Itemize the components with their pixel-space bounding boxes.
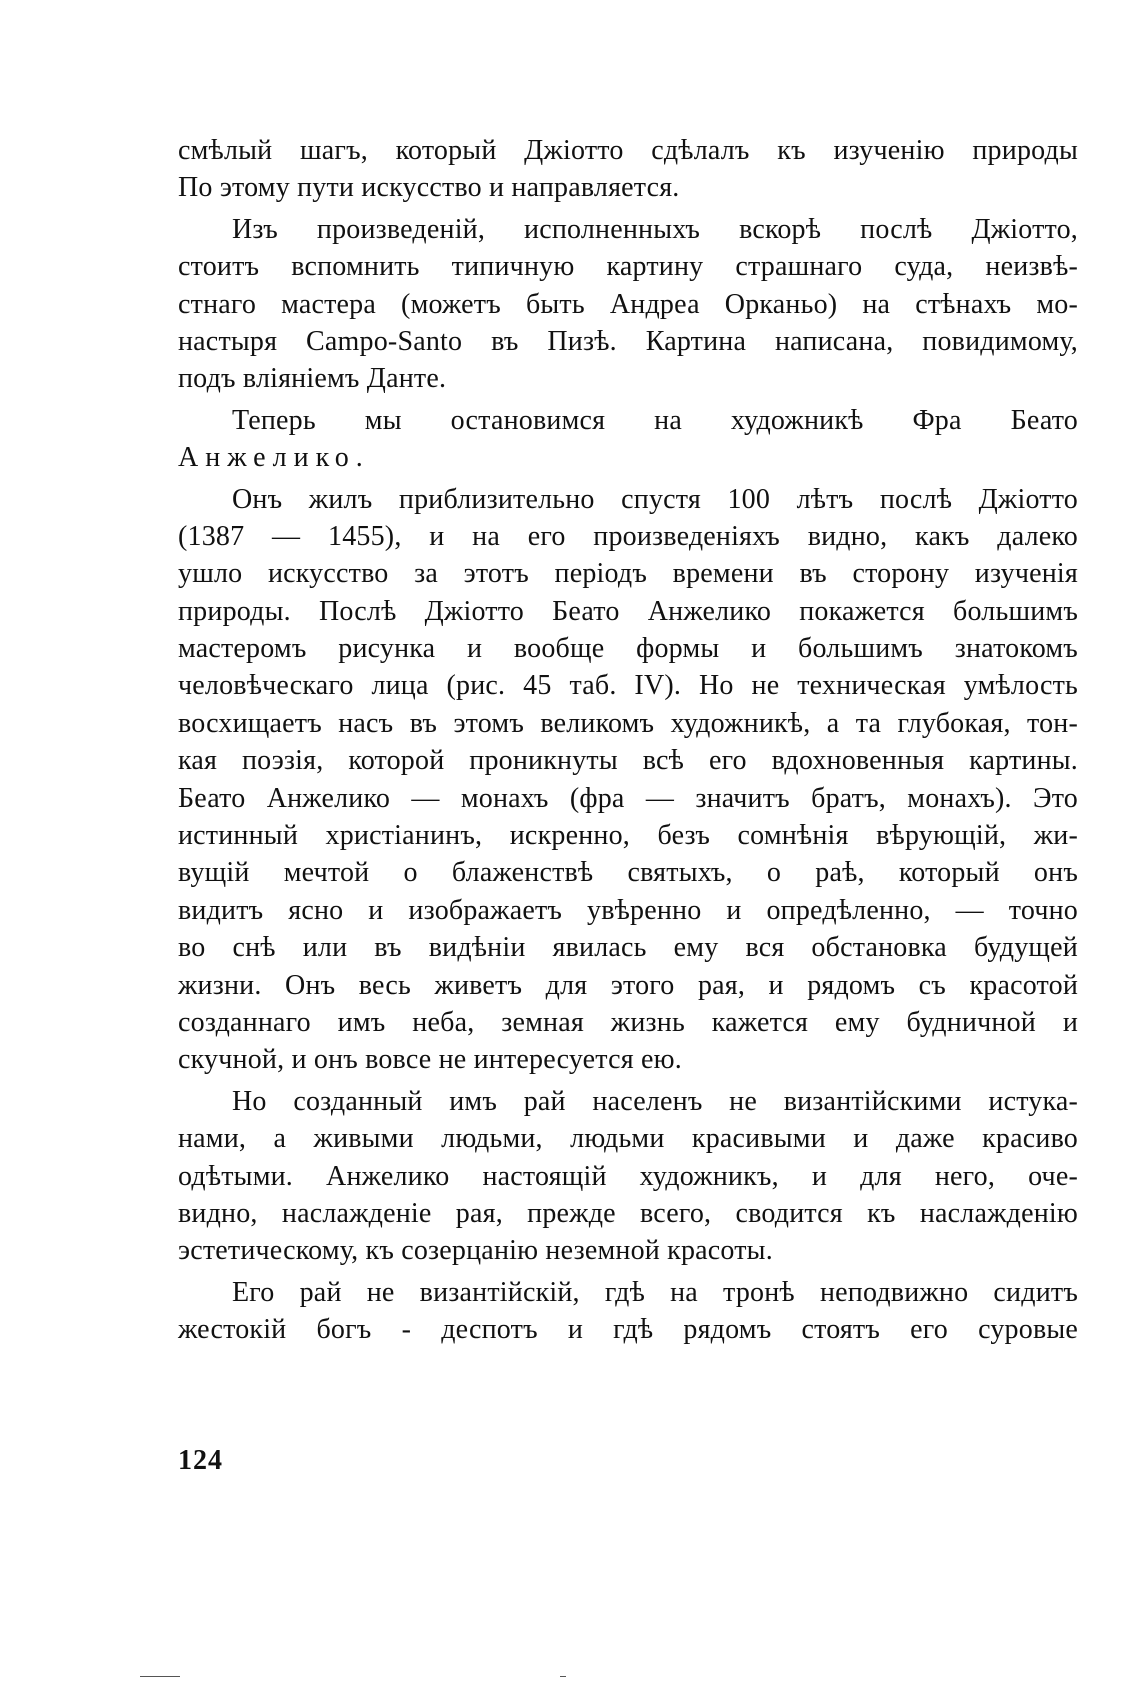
text-line: природы. Послѣ Джіотто Беато Анжелико покажется большимъ: [178, 595, 1078, 627]
text-line: Онъ жилъ приблизительно спустя 100 лѣтъ послѣ Джіотто: [232, 483, 1078, 515]
text-line: восхищаетъ насъ въ этомъ великомъ художникѣ, а та глубокая, тон-: [178, 707, 1078, 739]
text-line: ушло искусство за этотъ періодъ времени въ сторону изученія: [178, 558, 1078, 590]
text-line: По этому пути искусство и направляется.: [178, 172, 680, 204]
text-line: Теперь мы остановимся на художникѣ Фра Беато: [232, 404, 1078, 436]
body-text: [178, 132, 1078, 1349]
text-line: истинный христіанинъ, искренно, безъ сомнѣнія вѣрующій, жи-: [178, 820, 1078, 852]
text-line: видно, наслажденіе рая, прежде всего, сводится къ наслажденію: [178, 1197, 1078, 1229]
text-line: стнаго мастера (можетъ быть Андреа Орканьо) на стѣнахъ мо-: [178, 288, 1078, 320]
text-line: настыря Campo-Santo въ Пизѣ. Картина написана, повидимому,: [178, 325, 1078, 357]
scan-artifact: [560, 1676, 566, 1677]
text-line: Изъ произведеній, исполненныхъ вскорѣ послѣ Джіотто,: [232, 213, 1078, 245]
text-line: подъ вліяніемъ Данте.: [178, 363, 447, 395]
text-line: жизни. Онъ весь живетъ для этого рая, и рядомъ съ красотой: [178, 969, 1078, 1001]
text-line: стоитъ вспомнить типичную картину страшнаго суда, неизвѣ-: [178, 251, 1078, 283]
text-line: кая поэзія, которой проникнуты всѣ его вдохновенныя картины.: [178, 745, 1078, 777]
text-line: созданнаго имъ неба, земная жизнь кажется ему будничной и: [178, 1006, 1078, 1038]
text-line: Анжелико.: [178, 442, 370, 474]
text-line: Его рай не византійскій, гдѣ на тронѣ неподвижно сидитъ: [232, 1276, 1078, 1308]
text-line: нами, а живыми людьми, людьми красивыми и даже красиво: [178, 1123, 1078, 1155]
text-line: смѣлый шагъ, который Джіотто сдѣлалъ къ изученію природы: [178, 135, 1078, 166]
text-line: эстетическому, къ созерцанію неземной красоты.: [178, 1235, 773, 1267]
text-line: вущій мечтой о блаженствѣ святыхъ, о раѣ, который онъ: [178, 857, 1078, 889]
text-line: мастеромъ рисунка и вообще формы и большимъ знатокомъ: [178, 633, 1078, 665]
scan-artifact: [140, 1676, 180, 1677]
text-line: скучной, и онъ вовсе не интересуется ею.: [178, 1044, 682, 1076]
text-line: видитъ ясно и изображаетъ увѣренно и опредѣленно, — точно: [178, 894, 1078, 926]
text-line: одѣтыми. Анжелико настоящій художникъ, и для него, оче-: [178, 1160, 1078, 1192]
text-line: жестокій богъ - деспотъ и гдѣ рядомъ стоятъ его суровые: [178, 1314, 1078, 1346]
text-line: Но созданный имъ рай населенъ не византійскими истука-: [232, 1085, 1078, 1117]
text-line: во снѣ или въ видѣніи явилась ему вся обстановка будущей: [178, 932, 1078, 964]
text-line: Беато Анжелико — монахъ (фра — значитъ братъ, монахъ). Это: [178, 782, 1078, 814]
text-line: (1387 — 1455), и на его произведеніяхъ видно, какъ далеко: [178, 520, 1078, 552]
page-number: 124: [178, 1445, 223, 1476]
text-line: человѣческаго лица (рис. 45 таб. IV). Но не техническая умѣлость: [178, 670, 1078, 702]
